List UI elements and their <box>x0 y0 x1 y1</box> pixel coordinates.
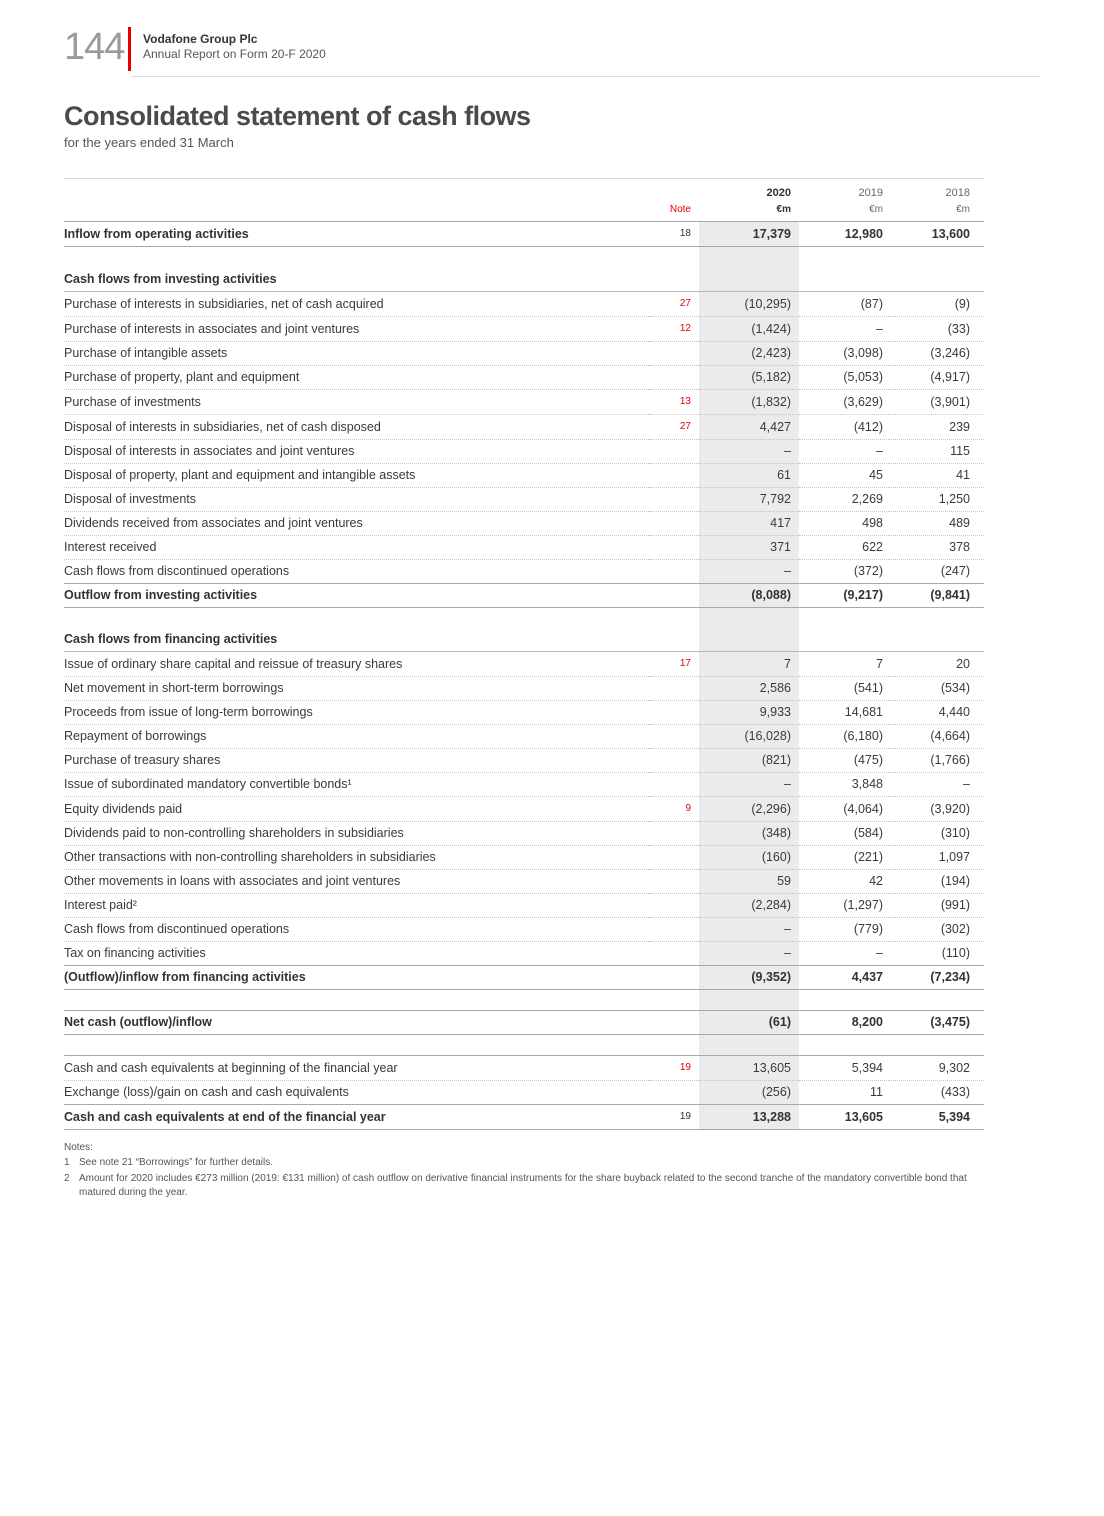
label-column-header <box>64 179 649 222</box>
statement-row <box>64 341 984 365</box>
statement-row <box>64 414 984 439</box>
value-2019: (9,217) <box>799 583 889 607</box>
value-2020: – <box>699 942 799 966</box>
row-label: Equity dividends paid <box>64 797 649 822</box>
value-2020: 2,586 <box>699 677 799 701</box>
row-note-ref <box>649 487 699 511</box>
page-header <box>0 0 1104 71</box>
statement-row <box>64 894 984 918</box>
year-label-2020: 2020 <box>766 187 791 199</box>
value-2018: (247) <box>889 559 984 583</box>
value-2018: (433) <box>889 1081 984 1105</box>
value-2020 <box>699 268 799 292</box>
value-2018: 5,394 <box>889 1105 984 1130</box>
row-note-ref <box>649 918 699 942</box>
row-note-ref <box>649 247 699 268</box>
row-note-ref <box>649 942 699 966</box>
unit-label-2019: €m <box>869 204 883 215</box>
row-note-ref: 12 <box>649 316 699 341</box>
row-note-ref <box>649 1035 699 1056</box>
value-2020: (2,296) <box>699 797 799 822</box>
statement-row <box>64 291 984 316</box>
value-2020: (821) <box>699 749 799 773</box>
value-2018 <box>889 1035 984 1056</box>
value-2020: (5,182) <box>699 365 799 389</box>
value-2019: 42 <box>799 870 889 894</box>
value-2019: 45 <box>799 463 889 487</box>
page-title: Consolidated statement of cash flows <box>64 101 531 131</box>
row-note-ref <box>649 365 699 389</box>
note-number: 2 <box>64 1173 70 1184</box>
value-2020 <box>699 628 799 652</box>
value-2019: 7 <box>799 652 889 677</box>
value-2018: 378 <box>889 535 984 559</box>
statement-row <box>64 511 984 535</box>
statement-row <box>64 439 984 463</box>
value-2019: 8,200 <box>799 1011 889 1035</box>
row-label: Disposal of interests in associates and joint ventures <box>64 439 649 463</box>
note-item <box>64 1156 984 1170</box>
value-2019 <box>799 268 889 292</box>
row-label: Disposal of interests in subsidiaries, net of cash disposed <box>64 414 649 439</box>
header-text-block <box>143 26 326 61</box>
value-2020: 59 <box>699 870 799 894</box>
row-note-ref <box>649 894 699 918</box>
statement-row <box>64 487 984 511</box>
row-note-ref: 19 <box>649 1056 699 1081</box>
value-2019: (5,053) <box>799 365 889 389</box>
value-2019: 498 <box>799 511 889 535</box>
value-2019: (372) <box>799 559 889 583</box>
statement-row <box>64 773 984 797</box>
row-note-ref <box>649 268 699 292</box>
row-note-ref: 9 <box>649 797 699 822</box>
year-label-2018: 2018 <box>945 187 970 199</box>
value-2020: (2,284) <box>699 894 799 918</box>
value-2020: (8,088) <box>699 583 799 607</box>
section-header-row <box>64 268 984 292</box>
statement-row <box>64 535 984 559</box>
row-note-ref <box>649 535 699 559</box>
statement-row <box>64 822 984 846</box>
row-label: (Outflow)/inflow from financing activities <box>64 966 649 990</box>
value-2018: 489 <box>889 511 984 535</box>
row-label: Other transactions with non-controlling shareholders in subsidiaries <box>64 846 649 870</box>
statement-row <box>64 222 984 247</box>
value-2018: 115 <box>889 439 984 463</box>
row-label <box>64 607 649 628</box>
value-2018 <box>889 268 984 292</box>
value-2019: (541) <box>799 677 889 701</box>
row-note-ref: 27 <box>649 291 699 316</box>
value-2019: (3,098) <box>799 341 889 365</box>
row-label: Purchase of intangible assets <box>64 341 649 365</box>
row-note-ref <box>649 628 699 652</box>
value-2018: (7,234) <box>889 966 984 990</box>
company-name: Vodafone Group Plc <box>143 32 258 46</box>
value-2018 <box>889 990 984 1011</box>
row-label: Interest received <box>64 535 649 559</box>
row-note-ref <box>649 677 699 701</box>
column-header-2018 <box>889 179 984 222</box>
value-2019 <box>799 1035 889 1056</box>
value-2020: – <box>699 559 799 583</box>
row-note-ref <box>649 966 699 990</box>
row-note-ref: 17 <box>649 652 699 677</box>
row-note-ref <box>649 607 699 628</box>
statement-row <box>64 846 984 870</box>
statement-row <box>64 797 984 822</box>
statement-row <box>64 870 984 894</box>
section-header-row <box>64 628 984 652</box>
value-2019: 11 <box>799 1081 889 1105</box>
statement-row <box>64 652 984 677</box>
row-note-ref: 18 <box>649 222 699 247</box>
value-2020: (256) <box>699 1081 799 1105</box>
row-label: Cash flows from financing activities <box>64 628 649 652</box>
note-text: See note 21 “Borrowings” for further details. <box>79 1157 273 1168</box>
statement-row <box>64 463 984 487</box>
spacer-row <box>64 247 984 268</box>
value-2020: – <box>699 439 799 463</box>
value-2019 <box>799 990 889 1011</box>
row-note-ref <box>649 1011 699 1035</box>
value-2019: (584) <box>799 822 889 846</box>
value-2020: – <box>699 773 799 797</box>
statement-row <box>64 677 984 701</box>
value-2020: (9,352) <box>699 966 799 990</box>
value-2020: 7 <box>699 652 799 677</box>
value-2018: (4,917) <box>889 365 984 389</box>
note-item <box>64 1172 984 1200</box>
value-2019: (87) <box>799 291 889 316</box>
statement-row <box>64 918 984 942</box>
row-label: Cash flows from discontinued operations <box>64 559 649 583</box>
value-2019: (1,297) <box>799 894 889 918</box>
value-2018: (9,841) <box>889 583 984 607</box>
row-note-ref <box>649 990 699 1011</box>
value-2018: 1,097 <box>889 846 984 870</box>
note-column-header: Note <box>649 179 699 222</box>
row-label: Cash flows from discontinued operations <box>64 918 649 942</box>
value-2020: (10,295) <box>699 291 799 316</box>
header-rule <box>131 76 1040 77</box>
row-label: Purchase of property, plant and equipment <box>64 365 649 389</box>
row-label <box>64 1035 649 1056</box>
row-label: Proceeds from issue of long-term borrowings <box>64 701 649 725</box>
value-2020: (2,423) <box>699 341 799 365</box>
column-header-2020 <box>699 179 799 222</box>
row-label: Issue of ordinary share capital and reissue of treasury shares <box>64 652 649 677</box>
statement-row <box>64 1011 984 1035</box>
statement-row <box>64 365 984 389</box>
table-header-row <box>64 179 984 222</box>
row-note-ref: 13 <box>649 389 699 414</box>
notes-heading: Notes: <box>64 1142 93 1153</box>
value-2020: 417 <box>699 511 799 535</box>
row-note-ref <box>649 511 699 535</box>
row-label: Other movements in loans with associates and joint ventures <box>64 870 649 894</box>
row-label: Disposal of investments <box>64 487 649 511</box>
row-label: Purchase of interests in subsidiaries, net of cash acquired <box>64 291 649 316</box>
statement-row <box>64 1105 984 1130</box>
row-label: Exchange (loss)/gain on cash and cash equivalents <box>64 1081 649 1105</box>
year-label-2019: 2019 <box>858 187 883 199</box>
value-2020 <box>699 1035 799 1056</box>
value-2018: 41 <box>889 463 984 487</box>
value-2018: (3,246) <box>889 341 984 365</box>
value-2020: (61) <box>699 1011 799 1035</box>
row-label: Tax on financing activities <box>64 942 649 966</box>
unit-label-2020: €m <box>776 204 791 215</box>
value-2018: (991) <box>889 894 984 918</box>
value-2018: (534) <box>889 677 984 701</box>
value-2020: (348) <box>699 822 799 846</box>
statement-row <box>64 749 984 773</box>
value-2019 <box>799 247 889 268</box>
row-note-ref <box>649 846 699 870</box>
value-2019: 12,980 <box>799 222 889 247</box>
value-2019: 13,605 <box>799 1105 889 1130</box>
value-2018: 1,250 <box>889 487 984 511</box>
statement-row <box>64 316 984 341</box>
value-2019: (779) <box>799 918 889 942</box>
column-header-2019 <box>799 179 889 222</box>
note-text: Amount for 2020 includes €273 million (2019: €131 million) of cash outflow on derivative financial instruments for the share buyback related to the second tranche of the mandatory convertible bond that matured during the year. <box>79 1173 967 1198</box>
value-2020: 7,792 <box>699 487 799 511</box>
value-2018: (302) <box>889 918 984 942</box>
value-2019: (221) <box>799 846 889 870</box>
value-2019: 3,848 <box>799 773 889 797</box>
value-2018: (3,901) <box>889 389 984 414</box>
statement-row <box>64 389 984 414</box>
row-label: Cash and cash equivalents at end of the financial year <box>64 1105 649 1130</box>
value-2020: (1,424) <box>699 316 799 341</box>
value-2018: (1,766) <box>889 749 984 773</box>
value-2020 <box>699 247 799 268</box>
row-note-ref: 19 <box>649 1105 699 1130</box>
row-note-ref <box>649 773 699 797</box>
statement-row <box>64 725 984 749</box>
value-2020 <box>699 990 799 1011</box>
statement-row <box>64 1056 984 1081</box>
row-note-ref: 27 <box>649 414 699 439</box>
row-note-ref <box>649 341 699 365</box>
value-2018 <box>889 628 984 652</box>
value-2020: – <box>699 918 799 942</box>
statement-row <box>64 942 984 966</box>
value-2018: 20 <box>889 652 984 677</box>
row-note-ref <box>649 749 699 773</box>
spacer-row <box>64 607 984 628</box>
note-number: 1 <box>64 1157 70 1168</box>
value-2019: – <box>799 439 889 463</box>
value-2020: 13,288 <box>699 1105 799 1130</box>
value-2020 <box>699 607 799 628</box>
unit-label-2018: €m <box>956 204 970 215</box>
value-2019: – <box>799 942 889 966</box>
row-label: Purchase of treasury shares <box>64 749 649 773</box>
row-label: Net movement in short-term borrowings <box>64 677 649 701</box>
value-2019 <box>799 607 889 628</box>
row-note-ref <box>649 439 699 463</box>
value-2018: 239 <box>889 414 984 439</box>
row-label <box>64 247 649 268</box>
value-2019: (475) <box>799 749 889 773</box>
row-note-ref <box>649 583 699 607</box>
row-note-ref <box>649 725 699 749</box>
value-2019: (412) <box>799 414 889 439</box>
report-title: Annual Report on Form 20-F 2020 <box>143 47 326 61</box>
value-2019: (6,180) <box>799 725 889 749</box>
row-label: Purchase of interests in associates and joint ventures <box>64 316 649 341</box>
statement-row <box>64 583 984 607</box>
row-label <box>64 990 649 1011</box>
row-label: Repayment of borrowings <box>64 725 649 749</box>
value-2020: 17,379 <box>699 222 799 247</box>
value-2019: 5,394 <box>799 1056 889 1081</box>
value-2020: 9,933 <box>699 701 799 725</box>
value-2020: 61 <box>699 463 799 487</box>
value-2018: (310) <box>889 822 984 846</box>
value-2018: (9) <box>889 291 984 316</box>
row-label: Disposal of property, plant and equipment and intangible assets <box>64 463 649 487</box>
value-2018 <box>889 247 984 268</box>
page-subtitle: for the years ended 31 March <box>64 135 234 150</box>
row-label: Dividends received from associates and joint ventures <box>64 511 649 535</box>
value-2020: 4,427 <box>699 414 799 439</box>
row-label: Interest paid² <box>64 894 649 918</box>
value-2020: (1,832) <box>699 389 799 414</box>
statement-row <box>64 701 984 725</box>
value-2019: (4,064) <box>799 797 889 822</box>
value-2018 <box>889 607 984 628</box>
statement-row <box>64 1081 984 1105</box>
page-number: 144 <box>64 26 125 68</box>
spacer-row <box>64 990 984 1011</box>
row-label: Cash and cash equivalents at beginning of the financial year <box>64 1056 649 1081</box>
value-2018: (4,664) <box>889 725 984 749</box>
value-2019: 2,269 <box>799 487 889 511</box>
row-note-ref <box>649 701 699 725</box>
value-2020: 13,605 <box>699 1056 799 1081</box>
value-2019: 622 <box>799 535 889 559</box>
row-label: Net cash (outflow)/inflow <box>64 1011 649 1035</box>
value-2018: (194) <box>889 870 984 894</box>
statement-row <box>64 966 984 990</box>
value-2018: 9,302 <box>889 1056 984 1081</box>
value-2018: (110) <box>889 942 984 966</box>
row-label: Inflow from operating activities <box>64 222 649 247</box>
cash-flow-statement-table <box>64 178 984 1130</box>
value-2020: (160) <box>699 846 799 870</box>
row-label: Purchase of investments <box>64 389 649 414</box>
row-note-ref <box>649 822 699 846</box>
value-2019: (3,629) <box>799 389 889 414</box>
value-2019: – <box>799 316 889 341</box>
value-2018: (33) <box>889 316 984 341</box>
value-2019 <box>799 628 889 652</box>
value-2018: (3,920) <box>889 797 984 822</box>
value-2018: 13,600 <box>889 222 984 247</box>
row-note-ref <box>649 463 699 487</box>
row-note-ref <box>649 559 699 583</box>
row-label: Dividends paid to non-controlling shareholders in subsidiaries <box>64 822 649 846</box>
row-label: Issue of subordinated mandatory convertible bonds¹ <box>64 773 649 797</box>
value-2018: 4,440 <box>889 701 984 725</box>
value-2020: (16,028) <box>699 725 799 749</box>
notes-list <box>64 1156 984 1200</box>
value-2019: 4,437 <box>799 966 889 990</box>
value-2020: 371 <box>699 535 799 559</box>
value-2019: 14,681 <box>799 701 889 725</box>
row-label: Outflow from investing activities <box>64 583 649 607</box>
value-2018: – <box>889 773 984 797</box>
brand-red-divider <box>128 27 131 71</box>
row-note-ref <box>649 1081 699 1105</box>
notes-section <box>64 1142 984 1200</box>
spacer-row <box>64 1035 984 1056</box>
row-label: Cash flows from investing activities <box>64 268 649 292</box>
row-note-ref <box>649 870 699 894</box>
value-2018: (3,475) <box>889 1011 984 1035</box>
statement-row <box>64 559 984 583</box>
